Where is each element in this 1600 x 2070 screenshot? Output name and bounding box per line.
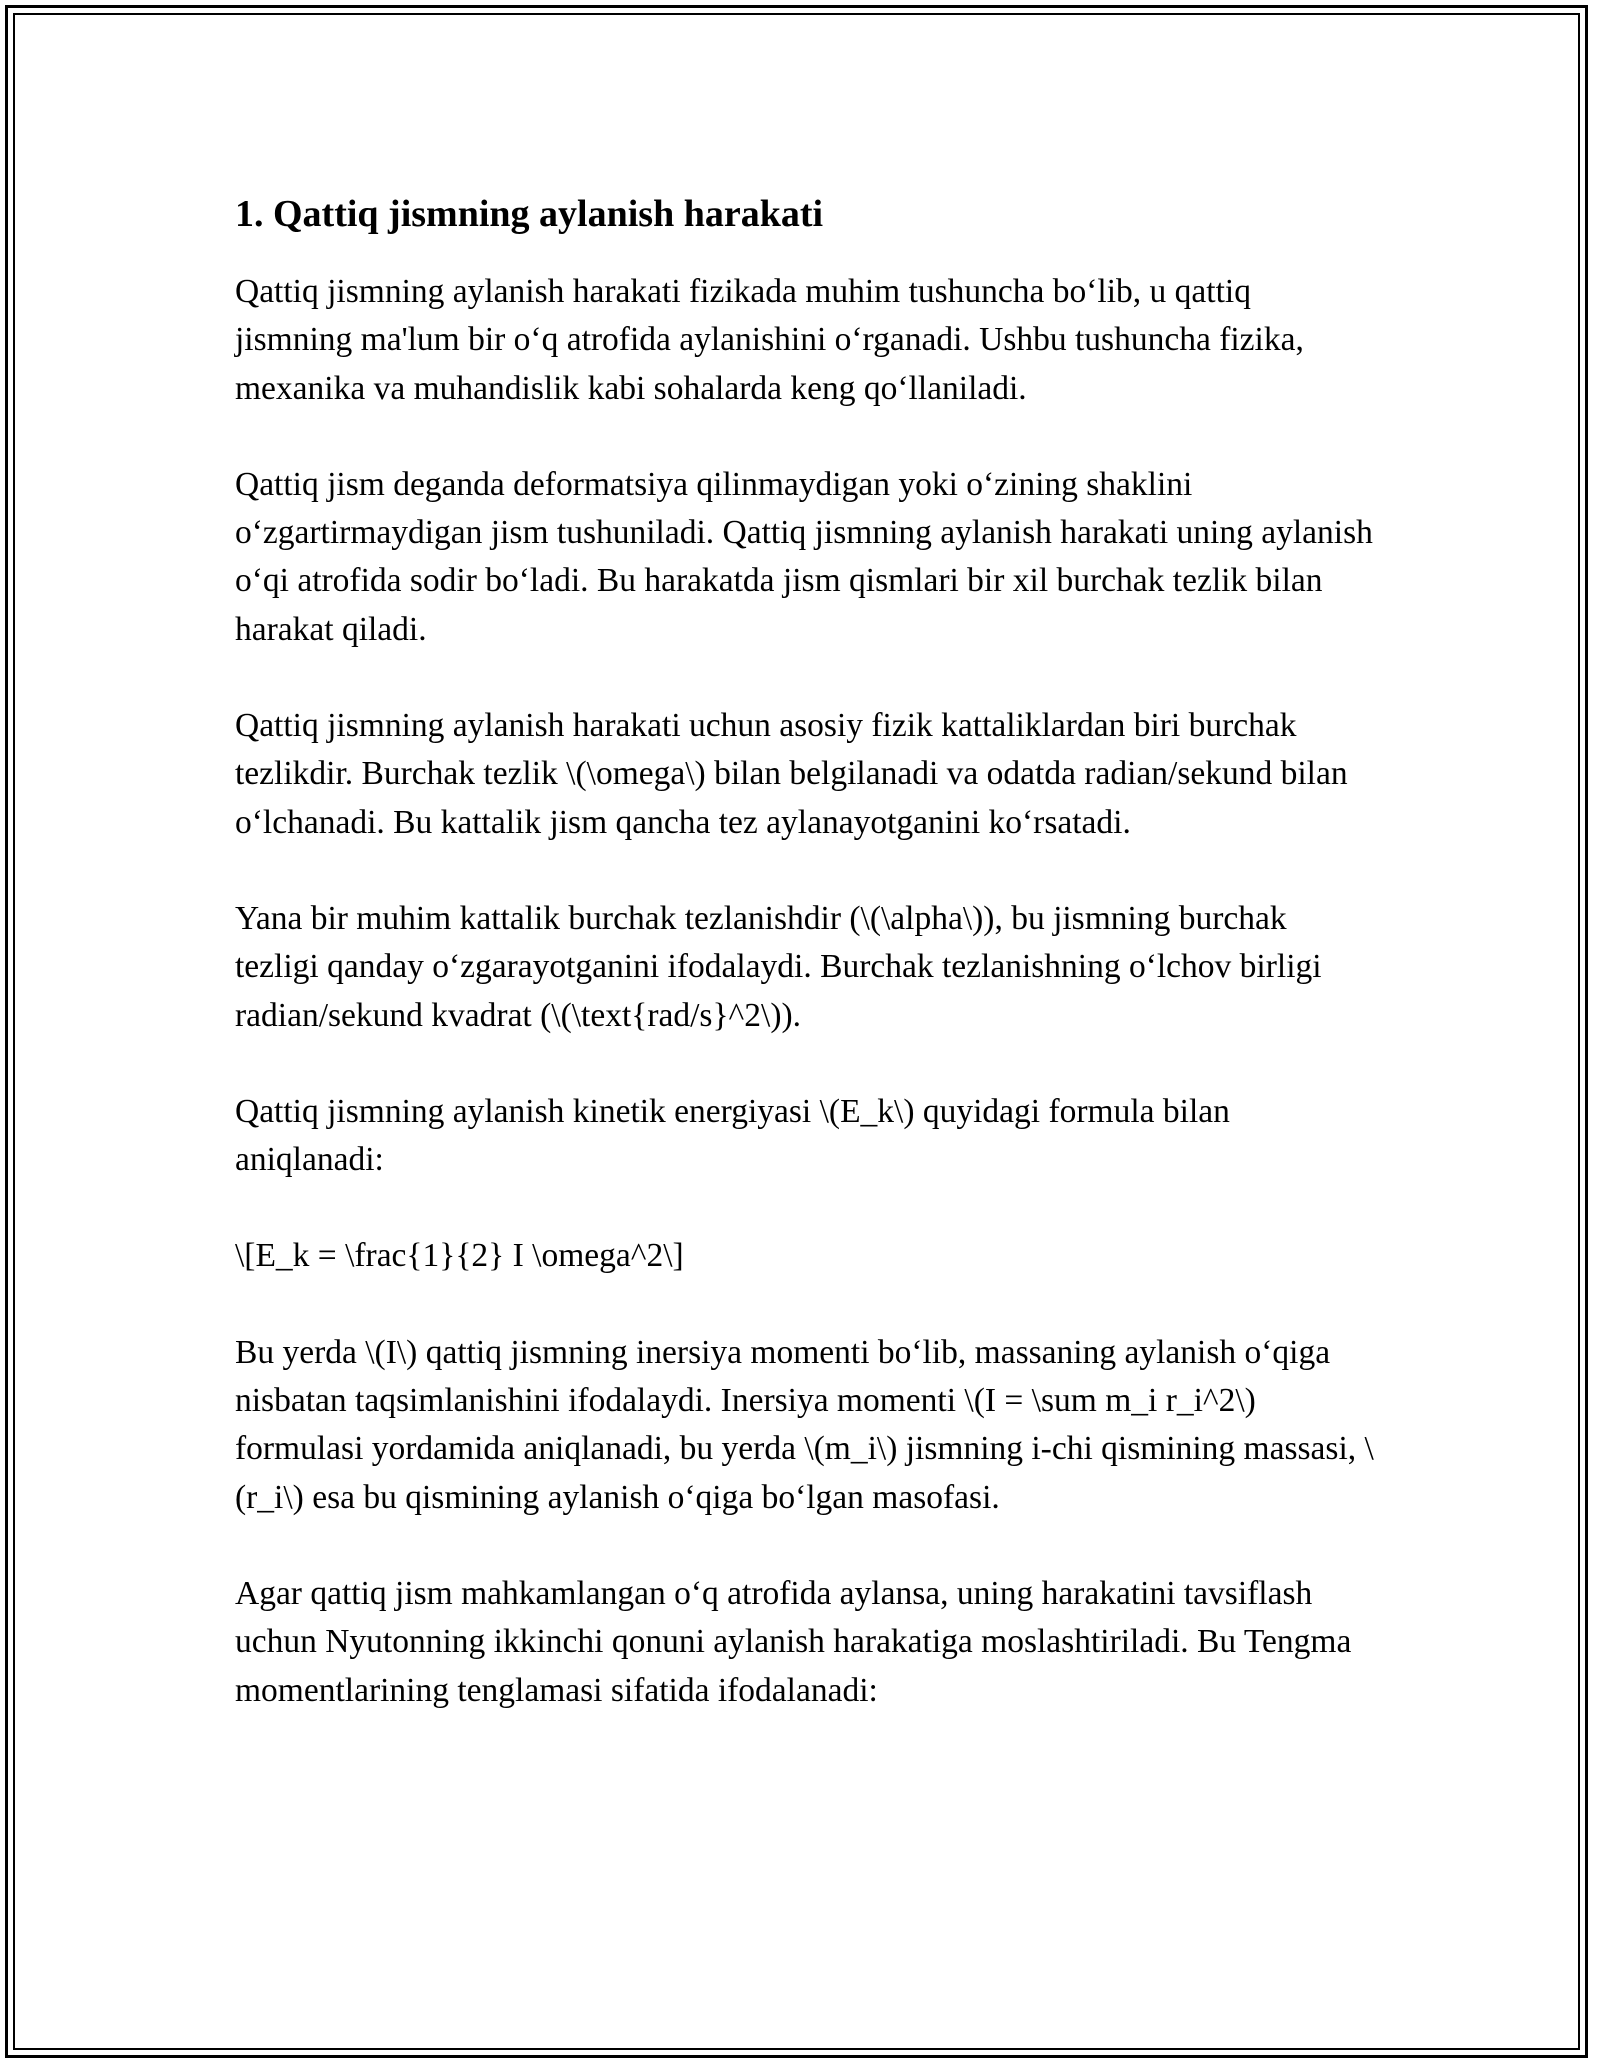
paragraph-kinetic-energy: Qattiq jismning aylanish kinetik energiyasi \(E_k\) quyidagi formula bilan aniqlanadi:: [235, 1092, 1230, 1179]
section-heading: 1. Qattiq jismning aylanish harakati: [235, 193, 824, 235]
paragraph-angular-acceleration: Yana bir muhim kattalik burchak tezlanishdir (\(\alpha\)), bu jismning burchak tezligi qanday o‘zgarayotganini ifodalaydi. Burchak tezlanishning o‘lchov birligi radian/sekund kvadrat (\(\text{rad/s}^2\)).: [235, 899, 1322, 1034]
formula-kinetic-energy: \[E_k = \frac{1}{2} I \omega^2\]: [235, 1237, 684, 1275]
paragraph-moment-of-inertia: Bu yerda \(I\) qattiq jismning inersiya momenti bo‘lib, massaning aylanish o‘qiga nisbatan taqsimlanishini ifodalaydi. Inersiya momenti \(I = \sum m_i r_i^2\) formulasi yordamida aniqlanadi, bu yerda \(m_i\) jismning i-chi qismining massasi, \(r_i\) esa bu qismining aylanish o‘qiga bo‘lgan masofasi.: [235, 1333, 1374, 1516]
paragraph-rigid-body-definition: Qattiq jism deganda deformatsiya qilinmaydigan yoki o‘zining shaklini o‘zgartirmaydigan jism tushuniladi. Qattiq jismning aylanish harakati uning aylanish o‘qi atrofida sodir bo‘ladi. Bu harakatda jism qismlari bir xil burchak tezlik bilan harakat qiladi.: [235, 465, 1373, 648]
paragraph-newton-rotation: Agar qattiq jism mahkamlangan o‘q atrofida aylansa, uning harakatini tavsiflash uchun Nyutonning ikkinchi qonuni aylanish harakatiga moslashtiriladi. Bu Tengma momentlarining tenglamasi sifatida ifodalanadi:: [235, 1574, 1352, 1709]
document-body: [235, 186, 1375, 1763]
paragraph-angular-velocity: Qattiq jismning aylanish harakati uchun asosiy fizik kattaliklardan biri burchak tezlikdir. Burchak tezlik \(\omega\) bilan belgilanadi va odatda radian/sekund bilan o‘lchanadi. Bu kattalik jism qancha tez aylanayotganini ko‘rsatadi.: [235, 707, 1348, 841]
paragraph-intro: Qattiq jismning aylanish harakati fizikada muhim tushuncha bo‘lib, u qattiq jismning ma'lum bir o‘q atrofida aylanishini o‘rganadi. Ushbu tushuncha fizika, mexanika va muhandislik kabi sohalarda keng qo‘llaniladi.: [235, 273, 1304, 407]
